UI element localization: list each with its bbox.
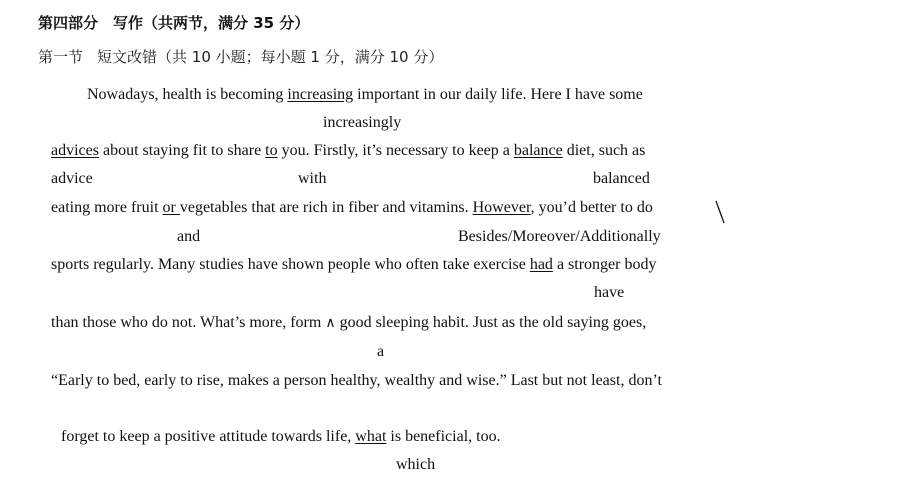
passage-line-5 xyxy=(51,314,646,332)
correction: and xyxy=(177,228,201,245)
passage-text: vegetables that are rich in fiber and vitamins. xyxy=(179,199,473,216)
passage-line-1 xyxy=(87,86,643,104)
correction: advice xyxy=(51,170,93,187)
error-word: advices xyxy=(51,142,99,159)
error-word: to xyxy=(265,142,278,159)
passage-text: diet, such as xyxy=(562,142,646,159)
passage-line-7 xyxy=(61,428,501,446)
correction: have xyxy=(594,284,625,301)
section-instructions: 短文改错（共 10 小题；每小题 1 分，满分 10 分） xyxy=(97,48,444,66)
correction: with xyxy=(298,170,327,187)
part-title: 第四部分 写作（共两节，满分 35 分） xyxy=(38,14,310,32)
deletion-slash-icon xyxy=(714,199,726,225)
correction: a xyxy=(377,343,385,360)
error-word: or xyxy=(162,199,180,216)
passage-text: eating more fruit xyxy=(51,199,163,216)
passage-text: , you’d better to do xyxy=(530,199,653,216)
section-title xyxy=(38,46,443,67)
error-word: had xyxy=(529,256,553,273)
passage-line-2 xyxy=(51,142,645,160)
passage-text: you. Firstly, it’s necessary to keep a xyxy=(277,142,514,159)
passage-text: forget to keep a positive attitude towards life, xyxy=(61,428,356,445)
passage-text: Nowadays, health is becoming xyxy=(87,86,288,103)
correction: increasingly xyxy=(323,114,402,131)
correction: Besides/Moreover/Additionally xyxy=(458,228,661,245)
passage-text: than those who do not. What’s more, form xyxy=(51,314,326,331)
correction: balanced xyxy=(593,170,650,187)
passage-text: important in our daily life. Here I have some xyxy=(353,86,643,103)
error-word: increasing xyxy=(287,86,354,103)
passage-text: good sleeping habit. Just as the old saying goes, xyxy=(335,314,647,331)
passage-text: a stronger body xyxy=(552,256,657,273)
passage-line-4 xyxy=(51,256,656,274)
passage-line-3 xyxy=(51,199,653,217)
error-word: However xyxy=(472,199,531,216)
insertion-caret-icon: ∧ xyxy=(325,315,336,331)
passage-line-6: “Early to bed, early to rise, makes a person healthy, wealthy and wise.” Last but not least, don’t xyxy=(51,372,662,389)
passage-text: is beneficial, too. xyxy=(386,428,501,445)
passage-text: about staying fit to share xyxy=(98,142,266,159)
error-word: balance xyxy=(513,142,563,159)
passage-text: sports regularly. Many studies have shown people who often take exercise xyxy=(51,256,530,273)
section-number: 第一节 xyxy=(38,48,84,66)
error-word: what xyxy=(355,428,387,445)
correction: which xyxy=(396,456,436,473)
